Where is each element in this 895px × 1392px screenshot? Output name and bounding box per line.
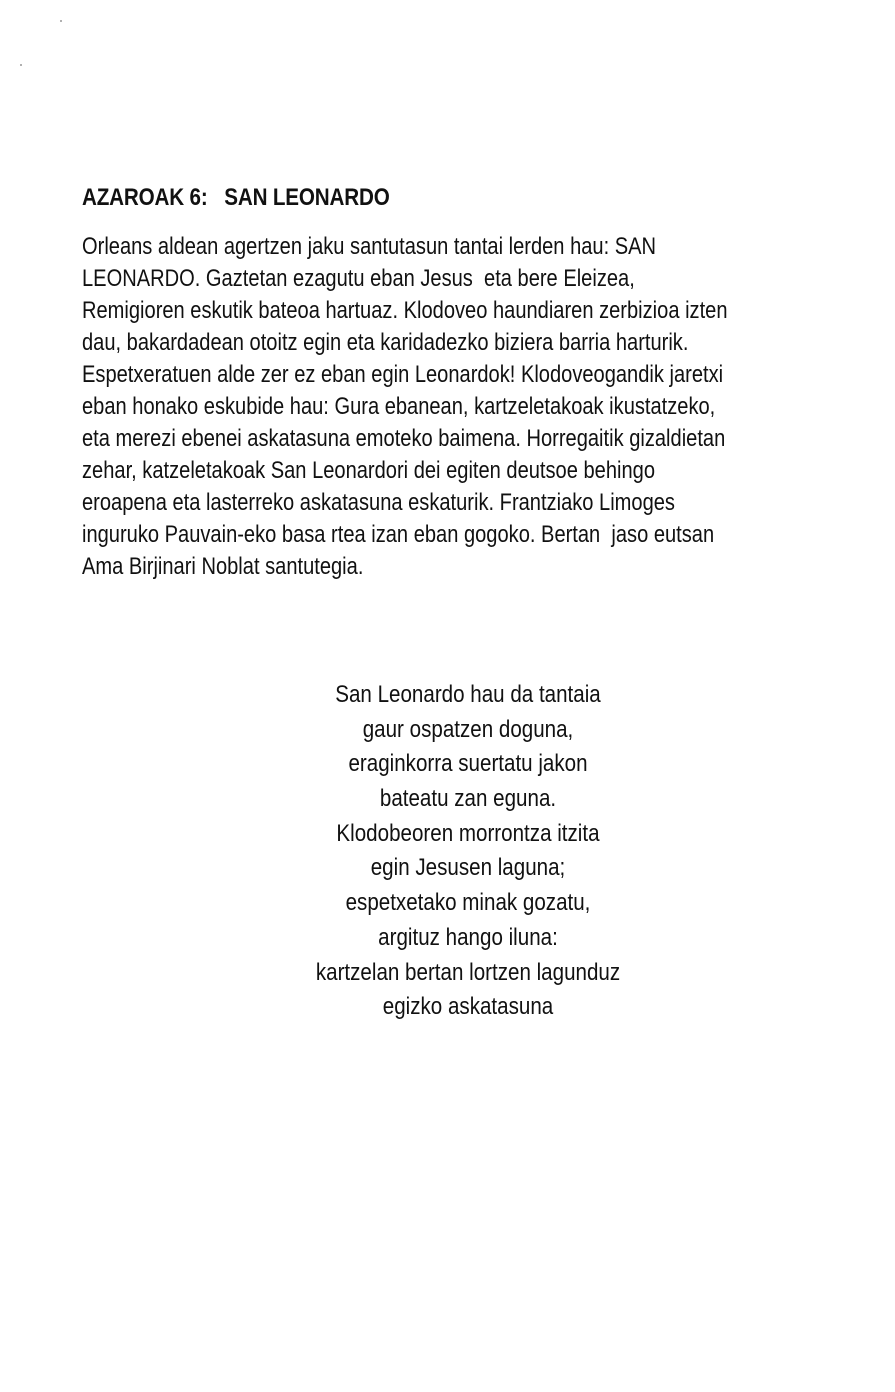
poem-line: eraginkorra suertatu jakon <box>348 750 588 778</box>
page-title: AZAROAK 6: SAN LEONARDO <box>82 184 390 211</box>
poem-line: San Leonardo hau da tantaia <box>335 681 601 708</box>
paragraph-line: LEONARDO. Gaztetan ezagutu eban Jesus eta bere Eleizea, <box>82 265 635 292</box>
paragraph-line: Orleans aldean agertzen jaku santutasun tantai lerden hau: SAN <box>82 233 657 260</box>
poem-line: espetxetako minak gozatu, <box>345 889 591 917</box>
paragraph-line: zehar, katzeletakoak San Leonardori dei egiten deutsoe behingo <box>82 457 655 484</box>
paragraph-line: Remigioren eskutik bateoa hartuaz. Klodoveo haundiaren zerbizioa izten <box>82 297 728 324</box>
poem <box>216 678 720 1025</box>
poem-line: egizko askatasuna <box>382 993 554 1021</box>
paragraph-line: inguruko Pauvain-eko basa rtea izan eban gogoko. Bertan jaso eutsan <box>82 521 715 548</box>
paragraph-line: eban honako eskubide hau: Gura ebanean, kartzeletakoak ikustatzeko, <box>82 393 716 420</box>
poem-line: argituz hango iluna: <box>378 923 558 951</box>
poem-line: gaur ospatzen doguna, <box>362 715 574 743</box>
poem-line: bateatu zan eguna. <box>379 785 557 813</box>
poem-line: Klodobeoren morrontza itzita <box>336 819 600 847</box>
body-paragraph <box>82 231 895 583</box>
paragraph-line: Espetxeratuen alde zer ez eban egin Leonardok! Klodoveogandik jaretxi <box>82 361 724 388</box>
paragraph-line: eta merezi ebenei askatasuna emoteko baimena. Horregaitik gizaldietan <box>82 425 726 452</box>
paragraph-line: eroapena eta lasterreko askatasuna eskaturik. Frantziako Limoges <box>82 489 675 516</box>
paragraph-line: Ama Birjinari Noblat santutegia. <box>82 553 364 580</box>
paragraph-line: dau, bakardadean otoitz egin eta karidadezko biziera barria harturik. <box>82 329 689 356</box>
scan-speck <box>20 64 22 66</box>
poem-line: kartzelan bertan lortzen lagunduz <box>315 958 621 986</box>
scan-speck <box>60 20 62 22</box>
poem-line: egin Jesusen laguna; <box>370 854 566 882</box>
